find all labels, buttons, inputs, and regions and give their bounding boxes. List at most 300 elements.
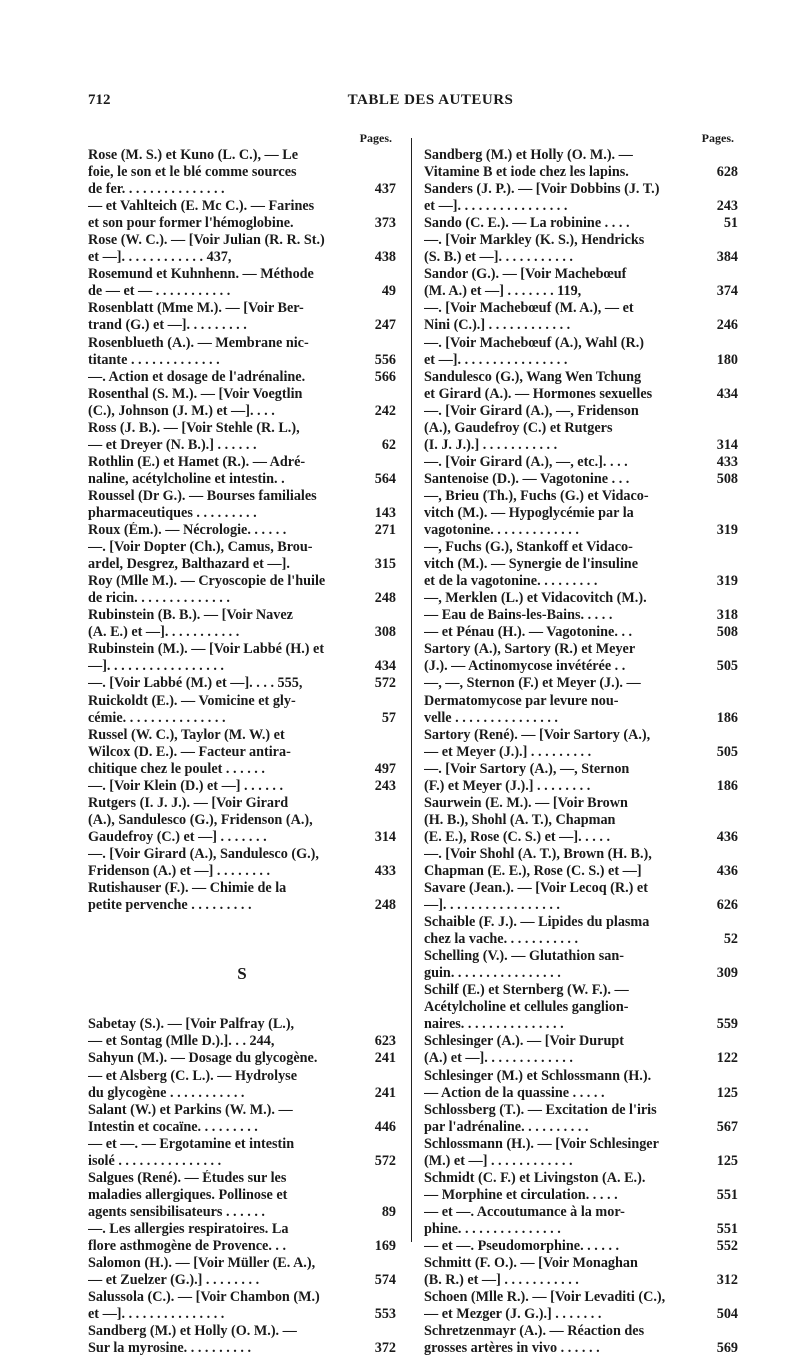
page-reference: 52 bbox=[723, 931, 738, 948]
index-line bbox=[424, 1204, 738, 1221]
index-text: —. [Voir Dopter (Ch.), Camus, Brou- bbox=[88, 539, 313, 556]
index-text: Schlossmann (H.). — [Voir Schlesinger bbox=[424, 1135, 659, 1152]
index-text: (S. B.) et —]. . . . . . . . . . . bbox=[424, 249, 573, 266]
index-text: Sartory (A.), Sartory (R.) et Meyer bbox=[424, 641, 636, 658]
index-line bbox=[88, 266, 396, 283]
index-line bbox=[88, 1033, 396, 1050]
index-line bbox=[424, 761, 738, 778]
page-reference: 434 bbox=[716, 385, 738, 402]
index-line bbox=[88, 556, 396, 573]
left-entries-s bbox=[88, 1016, 396, 1357]
index-text: — et Sontag (Mlle D.).]. . . 244, bbox=[88, 1033, 275, 1050]
index-text: —. [Voir Girard (A.), Sandulesco (G.), bbox=[88, 845, 319, 862]
index-line bbox=[88, 249, 396, 266]
index-text: agents sensibilisateurs . . . . . . bbox=[88, 1203, 265, 1220]
index-line bbox=[424, 607, 738, 624]
page-reference: 572 bbox=[374, 675, 396, 692]
page-reference: 505 bbox=[716, 743, 738, 760]
page-reference: 574 bbox=[374, 1272, 396, 1289]
index-line bbox=[424, 164, 738, 181]
page-reference: 508 bbox=[716, 470, 738, 487]
index-line bbox=[424, 437, 738, 454]
index-line bbox=[424, 658, 738, 675]
page-reference: 505 bbox=[716, 658, 738, 675]
index-line bbox=[88, 863, 396, 880]
index-text: —]. . . . . . . . . . . . . . . . . bbox=[88, 658, 224, 675]
index-line bbox=[424, 1187, 738, 1204]
index-line bbox=[424, 386, 738, 403]
page-reference: 248 bbox=[374, 897, 396, 914]
index-line bbox=[88, 488, 396, 505]
index-line bbox=[88, 1119, 396, 1136]
index-line bbox=[424, 590, 738, 607]
page-header bbox=[88, 92, 773, 118]
index-text: grosses artères in vivo . . . . . . bbox=[424, 1340, 600, 1357]
index-line bbox=[88, 317, 396, 334]
index-text: phine. . . . . . . . . . . . . . . bbox=[424, 1220, 561, 1237]
index-text: Sahyun (M.). — Dosage du glycogène. bbox=[88, 1050, 318, 1067]
index-line bbox=[424, 471, 738, 488]
index-text: Fridenson (A.) et —] . . . . . . . . bbox=[88, 862, 271, 879]
page-reference: 318 bbox=[716, 607, 738, 624]
index-text: (A. E.) et —]. . . . . . . . . . . bbox=[88, 624, 240, 641]
index-line bbox=[424, 573, 738, 590]
index-line bbox=[424, 982, 738, 999]
index-line bbox=[424, 675, 738, 692]
left-column bbox=[88, 130, 396, 1357]
index-text: (A.), Gaudefroy (C.) et Rutgers bbox=[424, 419, 613, 436]
index-line bbox=[424, 1306, 738, 1323]
page-reference: 247 bbox=[374, 317, 396, 334]
index-text: cémie. . . . . . . . . . . . . . . bbox=[88, 709, 226, 726]
page-reference: 89 bbox=[381, 1203, 396, 1220]
index-text: petite pervenche . . . . . . . . . bbox=[88, 897, 252, 914]
page-reference: 436 bbox=[716, 828, 738, 845]
index-text: et —]. . . . . . . . . . . . 437, bbox=[88, 249, 232, 266]
index-text: Santenoise (D.). — Vagotonine . . . bbox=[424, 470, 630, 487]
index-line bbox=[88, 1255, 396, 1272]
index-text: titante . . . . . . . . . . . . . bbox=[88, 351, 220, 368]
index-text: Rubinstein (B. B.). — [Voir Navez bbox=[88, 607, 293, 624]
index-text: —, Merklen (L.) et Vidacovitch (M.). bbox=[424, 590, 647, 607]
index-text: (A.) et —]. . . . . . . . . . . . . bbox=[424, 1050, 573, 1067]
index-line bbox=[424, 556, 738, 573]
index-text: Schlesinger (M.) et Schlossmann (H.). bbox=[424, 1067, 652, 1084]
index-line bbox=[88, 1016, 396, 1033]
index-line bbox=[88, 403, 396, 420]
page-reference: 180 bbox=[716, 351, 738, 368]
index-line bbox=[88, 1204, 396, 1221]
right-column bbox=[424, 130, 738, 1357]
page-reference: 566 bbox=[374, 368, 396, 385]
page-reference: 508 bbox=[716, 624, 738, 641]
page-reference: 504 bbox=[716, 1306, 738, 1323]
index-text: de — et — . . . . . . . . . . . bbox=[88, 283, 231, 300]
index-line bbox=[424, 283, 738, 300]
page-reference: 242 bbox=[374, 402, 396, 419]
index-text: Schaible (F. J.). — Lipides du plasma bbox=[424, 914, 650, 931]
index-text: Rosenblatt (Mme M.). — [Voir Ber- bbox=[88, 300, 304, 317]
running-title: TABLE DES AUTEURS bbox=[347, 92, 514, 108]
index-line bbox=[88, 283, 396, 300]
index-text: (I. J. J.).] . . . . . . . . . . . bbox=[424, 436, 558, 453]
index-line bbox=[424, 931, 738, 948]
index-line bbox=[88, 761, 396, 778]
page-reference: 186 bbox=[716, 709, 738, 726]
index-line bbox=[424, 1102, 738, 1119]
index-line bbox=[424, 1033, 738, 1050]
page-reference: 628 bbox=[716, 164, 738, 181]
index-text: Sando (C. E.). — La robinine . . . . bbox=[424, 215, 630, 232]
index-text: — Action de la quassine . . . . . bbox=[424, 1084, 605, 1101]
index-text: — et Alsberg (C. L.). — Hydrolyse bbox=[88, 1067, 297, 1084]
column-divider bbox=[411, 138, 412, 1242]
page-reference: 551 bbox=[716, 1220, 738, 1237]
index-text: — et Mezger (J. G.).] . . . . . . . bbox=[424, 1306, 602, 1323]
index-text: —, —, Sternon (F.) et Meyer (J.). — bbox=[424, 675, 641, 692]
pages-label: Pages. bbox=[701, 131, 734, 145]
page-reference: 57 bbox=[381, 709, 396, 726]
index-line bbox=[424, 880, 738, 897]
page-reference: 497 bbox=[374, 760, 396, 777]
index-line bbox=[88, 658, 396, 675]
index-text: et son pour former l'hémoglobine. bbox=[88, 215, 294, 232]
index-text: Sabetay (S.). — [Voir Palfray (L.), bbox=[88, 1016, 295, 1033]
index-line bbox=[88, 1170, 396, 1187]
index-text: —. Action et dosage de l'adrénaline. bbox=[88, 368, 306, 385]
index-line bbox=[424, 965, 738, 982]
index-text: Schmidt (C. F.) et Livingston (A. E.). bbox=[424, 1169, 646, 1186]
page-reference: 125 bbox=[716, 1084, 738, 1101]
index-line bbox=[88, 335, 396, 352]
index-text: Rose (M. S.) et Kuno (L. C.), — Le bbox=[88, 147, 299, 163]
page-reference: 49 bbox=[381, 283, 396, 300]
index-text: velle . . . . . . . . . . . . . . . bbox=[424, 709, 558, 726]
index-line bbox=[424, 1238, 738, 1255]
index-text: Rutgers (I. J. J.). — [Voir Girard bbox=[88, 794, 289, 811]
index-text: Salomon (H.). — [Voir Müller (E. A.), bbox=[88, 1255, 316, 1272]
index-text: Schlesinger (A.). — [Voir Durupt bbox=[424, 1033, 624, 1050]
index-text: Nini (C.).] . . . . . . . . . . . . bbox=[424, 317, 571, 334]
page-reference: 62 bbox=[381, 436, 396, 453]
index-line bbox=[424, 1289, 738, 1306]
index-text: —. [Voir Klein (D.) et —] . . . . . . bbox=[88, 777, 284, 794]
index-line bbox=[424, 1221, 738, 1238]
page-reference: 569 bbox=[716, 1340, 738, 1357]
index-text: Roux (Ém.). — Nécrologie. . . . . . bbox=[88, 522, 287, 539]
index-text: naline, acétylcholine et intestin. . bbox=[88, 470, 285, 487]
index-line bbox=[424, 505, 738, 522]
index-line bbox=[424, 522, 738, 539]
index-text: (F.) et Meyer (J.).] . . . . . . . . bbox=[424, 777, 591, 794]
page-reference: 319 bbox=[716, 573, 738, 590]
index-line bbox=[424, 1272, 738, 1289]
index-text: —]. . . . . . . . . . . . . . . . . bbox=[424, 897, 560, 914]
index-line bbox=[424, 181, 738, 198]
index-text: Sartory (René). — [Voir Sartory (A.), bbox=[424, 726, 651, 743]
index-line bbox=[88, 1050, 396, 1067]
index-line bbox=[88, 1187, 396, 1204]
index-line bbox=[88, 352, 396, 369]
index-line bbox=[424, 1050, 738, 1067]
page-reference: 169 bbox=[374, 1238, 396, 1254]
index-text: Ruickoldt (E.). — Vomicine et gly- bbox=[88, 692, 296, 709]
index-line bbox=[424, 744, 738, 761]
index-line bbox=[424, 198, 738, 215]
index-line bbox=[424, 300, 738, 317]
index-text: —. [Voir Shohl (A. T.), Brown (H. B.), bbox=[424, 845, 652, 862]
index-line bbox=[424, 1136, 738, 1153]
index-text: Savare (Jean.). — [Voir Lecoq (R.) et bbox=[424, 880, 648, 897]
page-reference: 626 bbox=[716, 897, 738, 914]
index-text: Sandor (G.). — [Voir Machebœuf bbox=[424, 266, 627, 283]
index-text: —, Brieu (Th.), Fuchs (G.) et Vidaco- bbox=[424, 487, 649, 504]
index-text: — et Zuelzer (G.).] . . . . . . . . bbox=[88, 1272, 260, 1289]
index-line bbox=[88, 386, 396, 403]
index-text: vagotonine. . . . . . . . . . . . . bbox=[424, 522, 579, 539]
index-text: Salant (W.) et Parkins (W. M.). — bbox=[88, 1101, 293, 1118]
index-line bbox=[424, 829, 738, 846]
index-text: Salgues (René). — Études sur les bbox=[88, 1169, 287, 1186]
page-reference: 186 bbox=[716, 777, 738, 794]
index-line bbox=[88, 573, 396, 590]
index-line bbox=[88, 232, 396, 249]
index-line bbox=[424, 727, 738, 744]
page-reference: 572 bbox=[374, 1152, 396, 1169]
page-reference: 241 bbox=[374, 1084, 396, 1101]
index-line bbox=[88, 1289, 396, 1306]
index-text: flore asthmogène de Provence. . . bbox=[88, 1238, 287, 1254]
index-line bbox=[88, 795, 396, 812]
pages-label: Pages. bbox=[359, 131, 392, 145]
index-text: foie, le son et le blé comme sources bbox=[88, 164, 297, 181]
index-text: chitique chez le poulet . . . . . . bbox=[88, 760, 265, 777]
index-text: du glycogène . . . . . . . . . . . bbox=[88, 1084, 245, 1101]
page-reference: 567 bbox=[716, 1118, 738, 1135]
index-line bbox=[424, 249, 738, 266]
index-text: Rubinstein (M.). — [Voir Labbé (H.) et bbox=[88, 641, 325, 658]
index-text: (B. R.) et —] . . . . . . . . . . . bbox=[424, 1272, 579, 1289]
index-text: — et Vahlteich (E. Mc C.). — Farines bbox=[88, 198, 315, 215]
index-text: ardel, Desgrez, Balthazard et —]. bbox=[88, 556, 290, 573]
index-text: naires. . . . . . . . . . . . . . . bbox=[424, 1016, 564, 1033]
index-text: Sandberg (M.) et Holly (O. M.). — bbox=[88, 1323, 297, 1340]
page-reference: 623 bbox=[374, 1033, 396, 1050]
index-text: Sandulesco (G.), Wang Wen Tchung bbox=[424, 368, 642, 385]
index-line bbox=[88, 181, 396, 198]
index-line bbox=[424, 999, 738, 1016]
index-line bbox=[88, 607, 396, 624]
page-reference: 309 bbox=[716, 965, 738, 982]
page-reference: 433 bbox=[716, 453, 738, 470]
index-text: Rosenthal (S. M.). — [Voir Voegtlin bbox=[88, 385, 303, 402]
index-line bbox=[424, 624, 738, 641]
index-text: — et Meyer (J.).] . . . . . . . . . bbox=[424, 743, 592, 760]
index-text: Ross (J. B.). — [Voir Stehle (R. L.), bbox=[88, 419, 300, 436]
page-number: 712 bbox=[88, 92, 111, 108]
index-line bbox=[424, 266, 738, 283]
page-reference: 552 bbox=[716, 1238, 738, 1254]
index-line bbox=[88, 1085, 396, 1102]
page-reference: 372 bbox=[374, 1340, 396, 1357]
index-line bbox=[88, 710, 396, 727]
index-text: —. [Voir Machebœuf (A.), Wahl (R.) bbox=[424, 334, 645, 351]
page-reference: 564 bbox=[374, 470, 396, 487]
index-line bbox=[424, 488, 738, 505]
index-line bbox=[88, 164, 396, 181]
page-reference: 373 bbox=[374, 215, 396, 232]
index-text: (H. B.), Shohl (A. T.), Chapman bbox=[424, 811, 616, 828]
index-line bbox=[424, 846, 738, 863]
index-line bbox=[88, 829, 396, 846]
page-reference: 553 bbox=[374, 1306, 396, 1323]
page-reference: 446 bbox=[374, 1118, 396, 1135]
page-reference: 436 bbox=[716, 862, 738, 879]
section-letter: S bbox=[237, 964, 247, 984]
index-line bbox=[424, 1323, 738, 1340]
index-text: par l'adrénaline. . . . . . . . . . bbox=[424, 1118, 589, 1135]
index-line bbox=[88, 198, 396, 215]
page-reference: 374 bbox=[716, 283, 738, 300]
page-reference: 51 bbox=[723, 215, 738, 232]
index-line bbox=[424, 335, 738, 352]
index-line bbox=[424, 863, 738, 880]
index-text: Wilcox (D. E.). — Facteur antira- bbox=[88, 743, 291, 760]
page-reference: 246 bbox=[716, 317, 738, 334]
index-line bbox=[88, 454, 396, 471]
index-text: (A.), Sandulesco (G.), Fridenson (A.), bbox=[88, 811, 313, 828]
index-text: trand (G.) et —]. . . . . . . . . bbox=[88, 317, 247, 334]
index-text: guin. . . . . . . . . . . . . . . . bbox=[424, 965, 561, 982]
page-reference: 243 bbox=[374, 777, 396, 794]
index-text: — et —. Pseudomorphine. . . . . . bbox=[424, 1238, 620, 1254]
index-text: Schoen (Mlle R.). — [Voir Levaditi (C.), bbox=[424, 1289, 666, 1306]
page-reference: 314 bbox=[716, 436, 738, 453]
page-reference: 143 bbox=[374, 504, 396, 521]
index-line bbox=[88, 369, 396, 386]
right-entries bbox=[424, 147, 738, 1357]
index-text: —. [Voir Labbé (M.) et —]. . . . 555, bbox=[88, 675, 303, 692]
index-text: —. Les allergies respiratoires. La bbox=[88, 1220, 289, 1237]
left-entries-r bbox=[88, 147, 396, 914]
index-line bbox=[88, 846, 396, 863]
page-reference: 559 bbox=[716, 1016, 738, 1033]
index-line bbox=[424, 352, 738, 369]
index-line bbox=[88, 1340, 396, 1357]
index-line bbox=[424, 1119, 738, 1136]
page-reference: 308 bbox=[374, 624, 396, 641]
index-line bbox=[424, 795, 738, 812]
page-reference: 248 bbox=[374, 590, 396, 607]
index-line bbox=[88, 641, 396, 658]
index-line bbox=[88, 1306, 396, 1323]
index-text: de fer. . . . . . . . . . . . . . . bbox=[88, 181, 225, 198]
index-text: Saurwein (E. M.). — [Voir Brown bbox=[424, 794, 628, 811]
index-line bbox=[88, 880, 396, 897]
index-line bbox=[88, 1221, 396, 1238]
index-line bbox=[424, 1340, 738, 1357]
index-text: — et —. Accoutumance à la mor- bbox=[424, 1203, 625, 1220]
index-line bbox=[424, 232, 738, 249]
index-line bbox=[424, 897, 738, 914]
index-line bbox=[424, 403, 738, 420]
index-line bbox=[424, 778, 738, 795]
page-reference: 433 bbox=[374, 862, 396, 879]
page-reference: 241 bbox=[374, 1050, 396, 1067]
index-text: Schelling (V.). — Glutathion san- bbox=[424, 948, 624, 965]
index-text: Schlossberg (T.). — Excitation de l'iris bbox=[424, 1101, 657, 1118]
index-text: et de la vagotonine. . . . . . . . . bbox=[424, 573, 598, 590]
index-line bbox=[88, 1272, 396, 1289]
index-text: Sanders (J. P.). — [Voir Dobbins (J. T.) bbox=[424, 181, 660, 198]
index-line bbox=[88, 1136, 396, 1153]
index-text: —. [Voir Girard (A.), —, etc.]. . . . bbox=[424, 453, 628, 470]
page-reference: 314 bbox=[374, 828, 396, 845]
index-line bbox=[424, 420, 738, 437]
page-reference: 315 bbox=[374, 556, 396, 573]
index-line bbox=[88, 727, 396, 744]
index-line bbox=[88, 1153, 396, 1170]
index-text: Gaudefroy (C.) et —] . . . . . . . bbox=[88, 828, 267, 845]
index-text: Rose (W. C.). — [Voir Julian (R. R. St.) bbox=[88, 232, 325, 249]
index-text: —. [Voir Girard (A.), —, Fridenson bbox=[424, 402, 639, 419]
index-line bbox=[424, 1153, 738, 1170]
page-reference: 556 bbox=[374, 351, 396, 368]
index-text: (J.). — Actinomycose invétérée . . bbox=[424, 658, 626, 675]
index-text: pharmaceutiques . . . . . . . . . bbox=[88, 504, 257, 521]
index-line bbox=[424, 317, 738, 334]
index-line bbox=[424, 812, 738, 829]
index-text: — et —. — Ergotamine et intestin bbox=[88, 1135, 295, 1152]
index-text: (M. A.) et —] . . . . . . . 119, bbox=[424, 283, 582, 300]
index-text: maladies allergiques. Pollinose et bbox=[88, 1186, 288, 1203]
index-text: Roussel (Dr G.). — Bourses familiales bbox=[88, 487, 317, 504]
page-reference: 312 bbox=[716, 1272, 738, 1289]
index-line bbox=[88, 778, 396, 795]
index-text: chez la vache. . . . . . . . . . . bbox=[424, 931, 579, 948]
index-line bbox=[88, 539, 396, 556]
page-reference: 437 bbox=[374, 181, 396, 198]
index-line bbox=[88, 437, 396, 454]
index-line bbox=[424, 454, 738, 471]
index-line bbox=[88, 693, 396, 710]
index-line bbox=[424, 948, 738, 965]
index-text: —. [Voir Markley (K. S.), Hendricks bbox=[424, 232, 645, 249]
index-line bbox=[88, 1238, 396, 1255]
index-line bbox=[424, 539, 738, 556]
index-line bbox=[424, 641, 738, 658]
index-line bbox=[88, 897, 396, 914]
index-line bbox=[88, 1102, 396, 1119]
index-text: Salussola (C.). — [Voir Chambon (M.) bbox=[88, 1289, 320, 1306]
index-line bbox=[424, 215, 738, 232]
index-text: —. [Voir Machebœuf (M. A.), — et bbox=[424, 300, 634, 317]
page-reference: 271 bbox=[374, 522, 396, 539]
index-text: de ricin. . . . . . . . . . . . . . bbox=[88, 590, 230, 607]
index-text: (C.), Johnson (J. M.) et —]. . . . bbox=[88, 402, 275, 419]
index-line bbox=[424, 1016, 738, 1033]
index-text: —. [Voir Sartory (A.), —, Sternon bbox=[424, 760, 630, 777]
index-text: et —]. . . . . . . . . . . . . . . . bbox=[424, 198, 568, 215]
index-line bbox=[424, 1255, 738, 1272]
index-line bbox=[88, 420, 396, 437]
index-line bbox=[424, 914, 738, 931]
index-text: et Girard (A.). — Hormones sexuelles bbox=[424, 385, 653, 402]
index-text: Roy (Mlle M.). — Cryoscopie de l'huile bbox=[88, 573, 326, 590]
page-reference: 122 bbox=[716, 1050, 738, 1067]
index-text: Russel (W. C.), Taylor (M. W.) et bbox=[88, 726, 285, 743]
index-text: (E. E.), Rose (C. S.) et —]. . . . . bbox=[424, 828, 610, 845]
